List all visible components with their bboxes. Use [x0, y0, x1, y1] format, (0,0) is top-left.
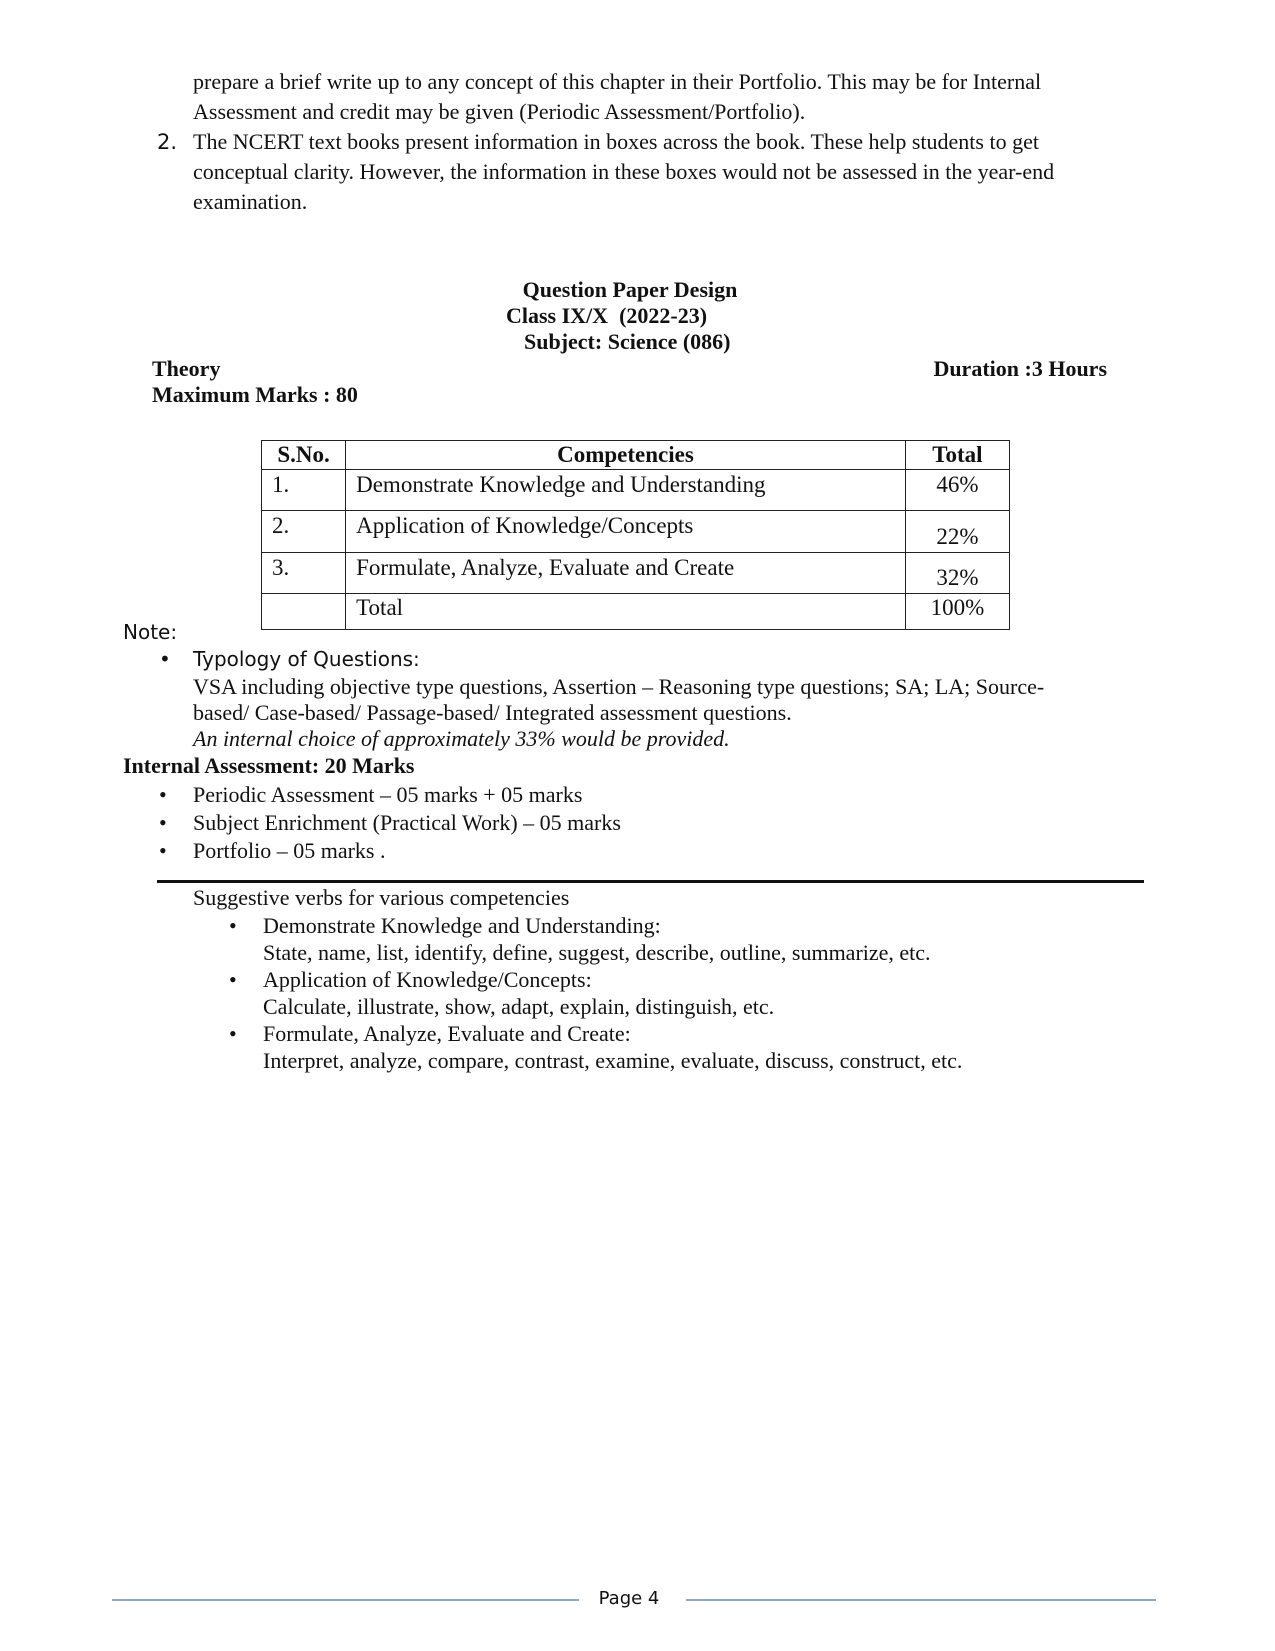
table-row — [262, 511, 1010, 553]
list-item: • Subject Enrichment (Practical Work) – 05 marks — [193, 809, 621, 837]
list-item — [263, 1020, 962, 1074]
list-item — [263, 912, 962, 966]
row-sno: 3. — [262, 553, 346, 594]
table-row — [262, 470, 1010, 511]
table-header-row — [262, 441, 1010, 470]
list-item — [263, 966, 962, 1020]
class-label: Class IX/X (2022-23) — [506, 303, 708, 328]
note-list — [193, 646, 420, 672]
duration-label: Duration :3 Hours — [933, 356, 1107, 381]
internal-assessment-heading: Internal Assessment: 20 Marks — [123, 753, 415, 778]
row-total: 100% — [905, 594, 1009, 630]
internal-assessment-list — [193, 781, 621, 865]
note-line: based/ Case-based/ Passage-based/ Integrated assessment questions. — [193, 700, 792, 725]
competency-title: • Formulate, Analyze, Evaluate and Create: — [263, 1021, 631, 1046]
header-competencies: Competencies — [346, 441, 906, 470]
intro-line: Assessment and credit may be given (Periodic Assessment/Portfolio). — [193, 99, 806, 124]
note-italic-line: An internal choice of approximately 33% would be provided. — [193, 726, 730, 751]
competency-verbs: Interpret, analyze, compare, contrast, examine, evaluate, discuss, construct, etc. — [263, 1048, 963, 1073]
footer-rule-left — [112, 1599, 579, 1601]
row-total: 22% — [905, 511, 1009, 553]
header-total: Total — [905, 441, 1009, 470]
row-competency: Demonstrate Knowledge and Understanding — [346, 470, 906, 511]
row-sno: 2. — [262, 511, 346, 553]
competency-verbs: Calculate, illustrate, show, adapt, explain, distinguish, etc. — [263, 994, 775, 1019]
page-title: Question Paper Design — [522, 277, 738, 302]
competency-verbs: State, name, list, identify, define, suggest, describe, outline, summarize, etc. — [263, 940, 931, 965]
footer-rule-right — [686, 1599, 1156, 1601]
competency-title: • Application of Knowledge/Concepts: — [263, 967, 592, 992]
competencies-table — [261, 440, 1010, 630]
intro-line: prepare a brief write up to any concept of this chapter in their Portfolio. This may be for Internal — [193, 69, 1042, 94]
list-item: • Periodic Assessment – 05 marks + 05 marks — [193, 781, 621, 809]
suggestive-list — [263, 912, 962, 1074]
header-sno: S.No. — [262, 441, 346, 470]
note-bullet-title: • Typology of Questions: — [193, 646, 420, 672]
row-competency: Application of Knowledge/Concepts — [346, 511, 906, 553]
subject-label: Subject: Science (086) — [524, 329, 731, 354]
table-row — [262, 553, 1010, 594]
theory-label: Theory — [152, 356, 221, 381]
row-sno: 1. — [262, 470, 346, 511]
row-total: 46% — [905, 470, 1009, 511]
row-total: 32% — [905, 553, 1009, 594]
note-body — [193, 674, 1044, 752]
max-marks-label: Maximum Marks : 80 — [152, 382, 358, 407]
note-line: VSA including objective type questions, Assertion – Reasoning type questions; SA; LA; Source- — [193, 674, 1045, 699]
item-2-line: The NCERT text books present information in boxes across the book. These help students to get — [193, 129, 1039, 154]
page-number: Page 4 — [598, 1588, 660, 1609]
row-sno — [262, 594, 346, 630]
row-competency: Formulate, Analyze, Evaluate and Create — [346, 553, 906, 594]
table-row — [262, 594, 1010, 630]
section-divider — [157, 880, 1144, 883]
intro-paragraph — [193, 67, 1041, 127]
item-2-number: 2. — [157, 130, 178, 154]
item-2-line: conceptual clarity. However, the information in these boxes would not be assessed in the year-end — [193, 159, 1055, 184]
competency-title: • Demonstrate Knowledge and Understanding: — [263, 913, 661, 938]
suggestive-heading: Suggestive verbs for various competencies — [193, 885, 570, 910]
item-2-line: examination. — [193, 189, 308, 214]
item-2-paragraph — [193, 127, 1054, 217]
list-item: • Portfolio – 05 marks . — [193, 837, 621, 865]
note-label: Note: — [123, 620, 178, 644]
row-competency: Total — [346, 594, 906, 630]
